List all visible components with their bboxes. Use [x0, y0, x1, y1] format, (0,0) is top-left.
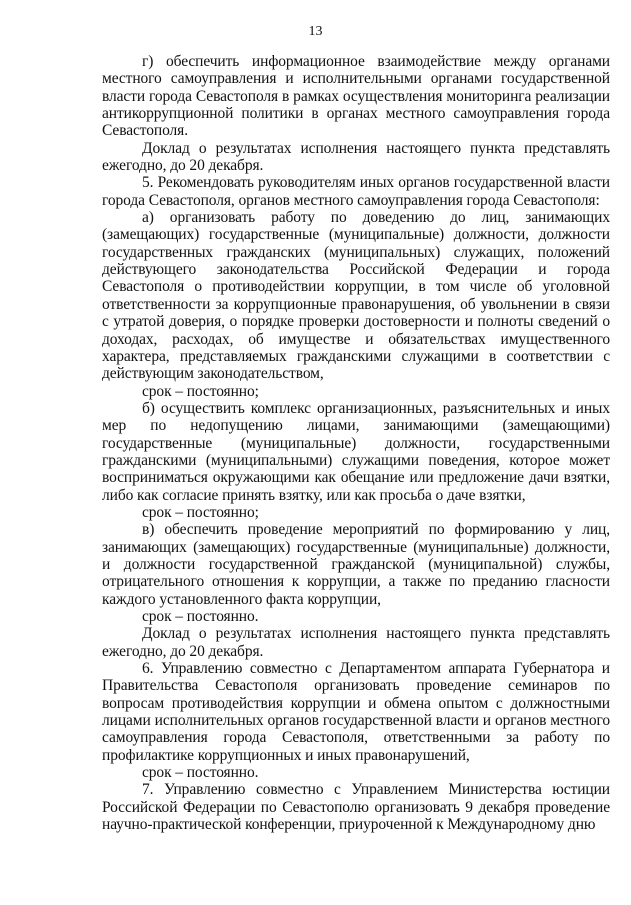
paragraph-item-g: г) обеспечить информационное взаимодействие между органами местного самоуправления и исполнительными органами государственной власти города Севастополя в рамках осуществления мониторинга реализации антикоррупционной политики в органах местного самоуправления города Севастополя. — [102, 53, 610, 140]
page-number: 13 — [308, 24, 323, 39]
paragraph-5-heading: 5. Рекомендовать руководителям иных органов государственной власти города Севастополя, органов местного самоуправления города Севастополя: — [102, 174, 610, 209]
paragraph-item-v: в) обеспечить проведение мероприятий по формированию у лиц, занимающих (замещающих) государственные (муниципальные) должности, и должности государственной гражданской (муниципальной) службы, отрицательного отношения к коррупции, а также по преданию гласности каждого установленного факта коррупции, — [102, 521, 610, 608]
term-line: срок – постоянно. — [142, 764, 259, 782]
report-deadline-paragraph: Доклад о результатах исполнения настоящего пункта представлять ежегодно, до 20 декабря. — [102, 139, 610, 175]
paragraph-item-b: б) осуществить комплекс организационных, разъяснительных и иных мер по недопущению лицами, занимающими (замещающими) государственные (муниципальные) должности, государственными гражданскими (муниципальными) служащими поведения, которое может восприниматься окружающими как обещание или предложение дачи взятки, либо как согласие принять взятку, или как просьба о даче взятки, — [102, 399, 610, 504]
paragraph-item-a: а) организовать работу по доведению до лиц, занимающих (замещающих) государственные (муниципальные) должности, должности государственных гражданских (муниципальных) служащих, положений действующего законодательства Российской Федерации и города Севастополя о противодействии коррупции, в том числе об уголовной ответственности за коррупционные правонарушения, об увольнении в связи с утратой доверия, о порядке проверки достоверности и полноты сведений о доходах, расходах, об имуществе и обязательствах имущественного характера, представляемых гражданскими служащими в соответствии с действующим законодательством, — [102, 209, 610, 383]
paragraph-7: 7. Управлению совместно с Управлением Министерства юстиции Российской Федерации по Севастополю организовать 9 декабря проведение научно-практической конференции, приуроченной к Международному дню — [102, 781, 610, 834]
report-deadline-paragraph: Доклад о результатах исполнения настоящего пункта представлять ежегодно, до 20 декабря. — [102, 625, 610, 660]
document-body — [102, 53, 610, 833]
term-line: срок – постоянно; — [142, 382, 259, 400]
term-line: срок – постоянно. — [142, 608, 259, 625]
paragraph-6: 6. Управлению совместно с Департаментом аппарата Губернатора и Правительства Севастополя организовать проведение семинаров по вопросам противодействия коррупции и обмена опытом с должностными лицами исполнительных органов государственной власти и органов местного самоуправления города Севастополя, ответственными за работу по профилактике коррупционных и иных правонарушений, — [102, 660, 610, 764]
term-line: срок – постоянно; — [142, 503, 259, 521]
